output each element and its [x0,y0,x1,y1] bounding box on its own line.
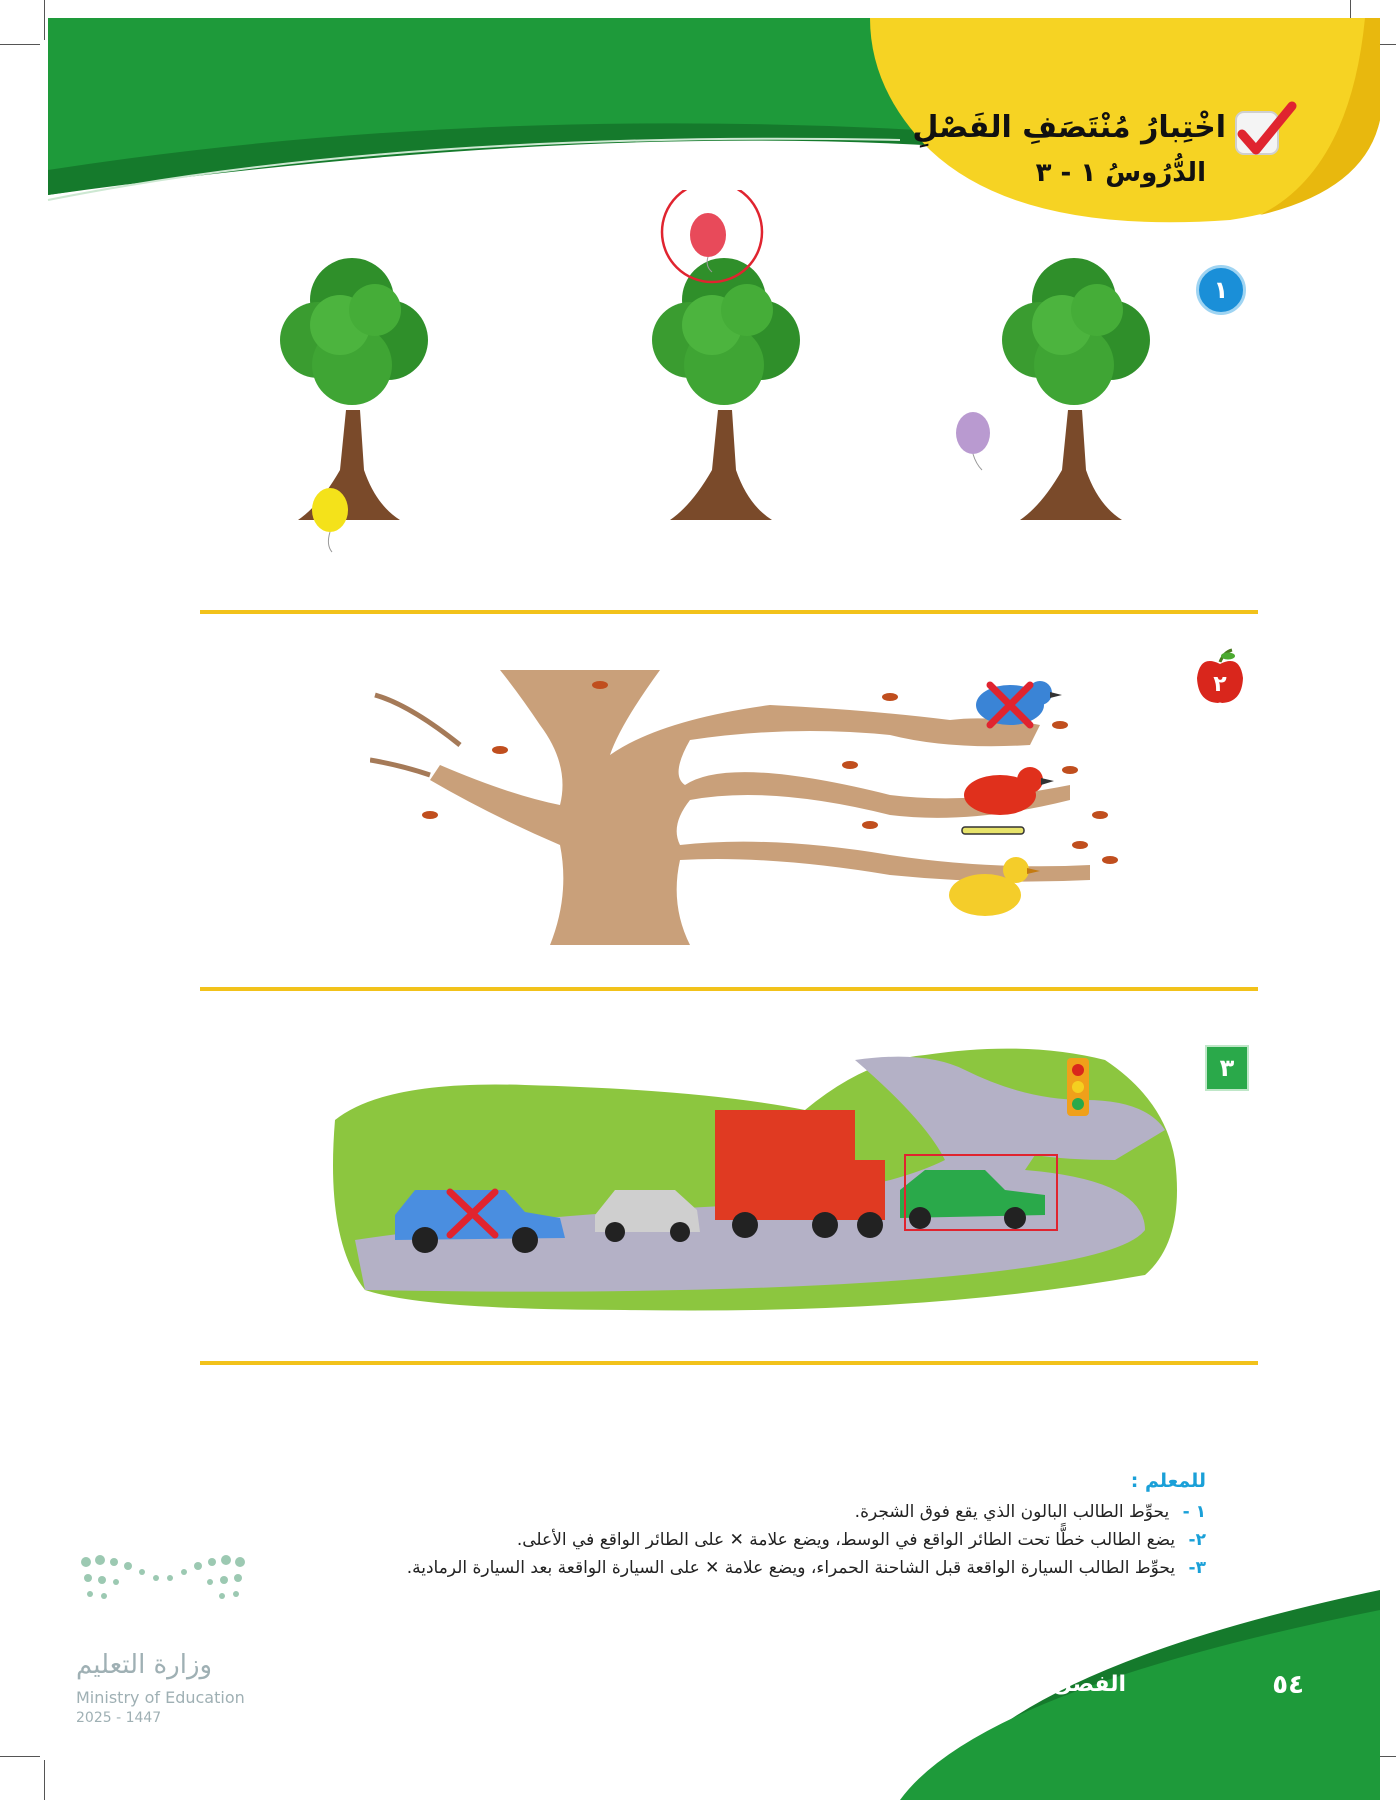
page-title: اخْتِبارُ مُنْتَصَفِ الفَصْلِ [912,110,1226,145]
teacher-notes [407,1470,1206,1586]
teacher-notes-heading: للمعلم : [1130,1470,1206,1492]
ministry-logo-icon [76,1550,251,1635]
ministry-name-arabic: وزارة التعليم [76,1650,213,1680]
teacher-note-2: ٢- يضع الطالب خطًّا تحت الطائر الواقع في الوسط، ويضع علامة ✕ على الطائر الواقع في الأعلى. [516,1530,1206,1550]
traffic-light [1067,1058,1089,1116]
question-3-badge [1205,1045,1249,1091]
teacher-note-1: ١ - يحوِّط الطالب البالون الذي يقع فوق الشجرة. [854,1502,1206,1522]
ministry-name-english: Ministry of Education [76,1688,245,1707]
q1-illustration [260,190,1180,560]
page-number: ٥٤ [1272,1670,1304,1700]
balloon-purple [956,412,990,470]
section-divider [200,610,1258,614]
chapter-label: الفصل ٣ [1031,1672,1126,1697]
question-2-number: ٢ [1213,671,1227,697]
page-subtitle: الدُّرُوسُ ١ - ٣ [1035,158,1206,188]
q2-illustration [370,665,1150,950]
tree-left [280,258,428,520]
chapter-title: : الموقع والنمط [880,1672,1025,1697]
question-1-number: ١ [1213,276,1229,304]
q3-illustration [325,1040,1185,1315]
tree-right [1002,258,1150,520]
balloon-yellow [312,488,348,552]
chapter-footer [881,1672,1126,1697]
section-divider [200,1361,1258,1365]
ministry-year: 2025 - 1447 [76,1710,162,1726]
section-divider [200,987,1258,991]
teacher-note-3: ٣- يحوِّط الطالب السيارة الواقعة قبل الشاحنة الحمراء، ويضع علامة ✕ على السيارة الواقعة بعد السيارة الرمادية. [406,1558,1206,1578]
question-1-badge [1196,265,1246,315]
tree-middle [652,258,800,520]
checkmark-icon [1230,100,1300,165]
bird-blue-crossed [976,681,1062,725]
question-3-number: ٣ [1219,1054,1235,1082]
